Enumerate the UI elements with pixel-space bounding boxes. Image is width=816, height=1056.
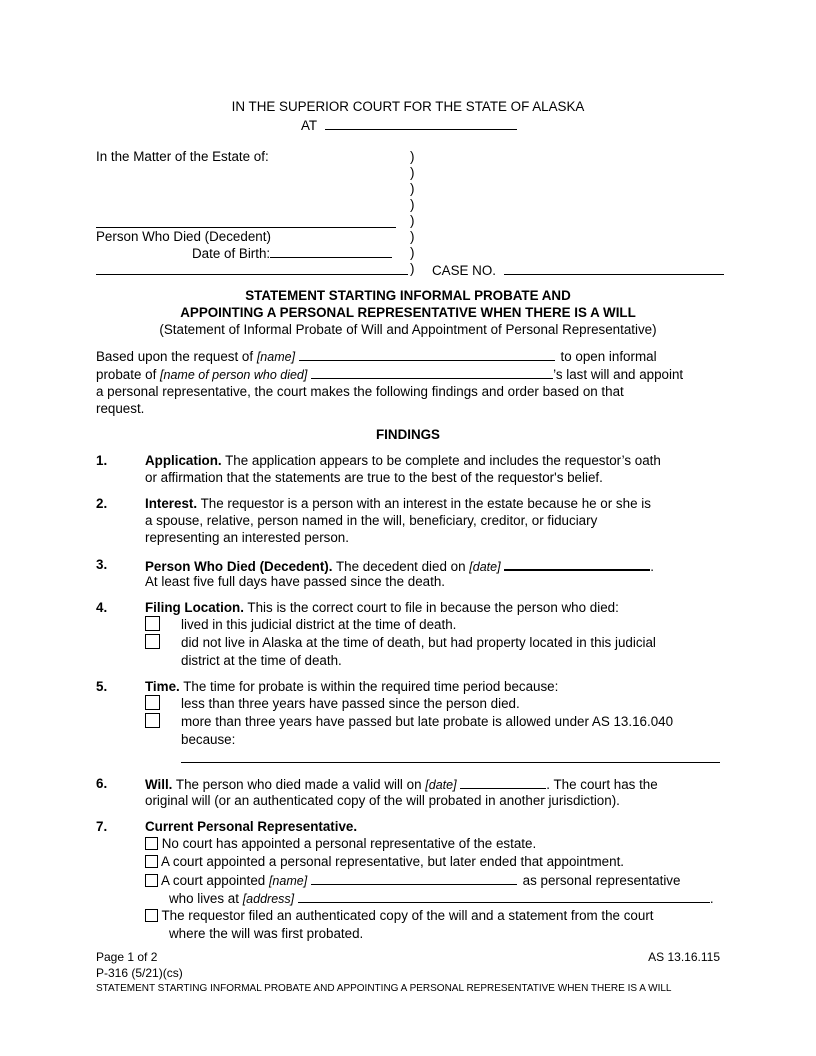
- name-hint: [name]: [268, 874, 308, 888]
- interest-text: The requestor is a person with an interest in the estate because he or she is: [200, 496, 651, 511]
- decedent-title: Person Who Died (Decedent).: [145, 559, 333, 574]
- date-hint: [date]: [469, 560, 501, 574]
- filing-location-title: Filing Location.: [145, 600, 244, 615]
- authenticated-will-checkbox[interactable]: [145, 909, 158, 922]
- application-text: The application appears to be complete and includes the requestor’s oath: [225, 453, 661, 468]
- appointed-pr-name-field[interactable]: [311, 871, 517, 885]
- late-probate-label: more than three years have passed but late probate is allowed under AS 13.16.040: [181, 714, 674, 729]
- date-of-birth-label: Date of Birth:: [192, 246, 271, 261]
- date-of-birth-field[interactable]: [270, 244, 392, 258]
- caption-paren: ): [410, 229, 415, 244]
- caption-paren: ): [410, 213, 415, 228]
- item-number: 4.: [96, 600, 108, 615]
- application-line1: [145, 452, 661, 469]
- caption-paren: ): [410, 245, 415, 260]
- no-pr-row: [145, 835, 536, 852]
- intro-text: Based upon the request of: [96, 349, 254, 364]
- caption-paren: ): [410, 181, 415, 196]
- under-three-years-checkbox[interactable]: [145, 695, 160, 710]
- no-pr-checkbox[interactable]: [145, 837, 158, 850]
- ended-pr-label: A court appointed a personal representative, but later ended that appointment.: [160, 854, 625, 869]
- court-location: [301, 116, 517, 134]
- person-who-died-label: Person Who Died (Decedent): [96, 229, 271, 244]
- appointed-pr-address-row: [169, 889, 714, 908]
- caption-paren: ): [410, 197, 415, 212]
- statute-reference: AS 13.16.115: [648, 950, 720, 964]
- date-hint: [date]: [425, 778, 457, 792]
- date-of-death-field[interactable]: [504, 556, 650, 571]
- intro-line1: [96, 347, 657, 366]
- case-number-field[interactable]: [504, 261, 724, 275]
- form-title-line1: STATEMENT STARTING INFORMAL PROBATE AND: [245, 288, 571, 303]
- will-text: The person who died made a valid will on: [175, 777, 422, 792]
- late-probate-reason-field[interactable]: [181, 762, 720, 763]
- late-probate-checkbox[interactable]: [145, 713, 160, 728]
- intro-line4: request.: [96, 401, 145, 416]
- item-number: 7.: [96, 819, 108, 834]
- will-text: . The court has the: [546, 777, 658, 792]
- decedent-name-intro-field[interactable]: [311, 365, 553, 379]
- decedent-hint: [name of person who died]: [160, 368, 308, 382]
- authenticated-will-row: [145, 907, 654, 924]
- interest-line2: a spouse, relative, person named in the will, beneficiary, creditor, or fiduciary: [145, 513, 598, 528]
- filing-location-line: [145, 599, 619, 616]
- findings-heading: FINDINGS: [376, 427, 440, 442]
- address-hint: [address]: [242, 892, 295, 906]
- late-probate-label: because:: [181, 732, 236, 747]
- intro-text: probate of: [96, 367, 157, 382]
- ended-pr-checkbox[interactable]: [145, 855, 158, 868]
- current-pr-title: Current Personal Representative.: [145, 819, 358, 834]
- period: .: [650, 559, 655, 574]
- court-heading: IN THE SUPERIOR COURT FOR THE STATE OF ALASKA: [231, 99, 585, 114]
- item-number: 3.: [96, 557, 108, 572]
- appointed-pr-label: as personal representative: [522, 873, 681, 888]
- intro-text: to open informal: [560, 349, 657, 364]
- period: .: [709, 891, 714, 906]
- appointed-pr-checkbox[interactable]: [145, 874, 158, 887]
- footer-form-title: STATEMENT STARTING INFORMAL PROBATE AND APPOINTING A PERSONAL REPRESENTATIVE WHEN THERE IS A WILL: [96, 983, 672, 994]
- authenticated-will-label: The requestor filed an authenticated copy of the will and a statement from the court: [161, 908, 654, 923]
- appointed-pr-address-field[interactable]: [298, 889, 710, 903]
- interest-line3: representing an interested person.: [145, 530, 349, 545]
- lived-in-district-label: lived in this judicial district at the time of death.: [181, 617, 457, 632]
- item-number: 1.: [96, 453, 108, 468]
- under-three-years-label: less than three years have passed since the person died.: [181, 696, 520, 711]
- ended-pr-row: [145, 853, 624, 870]
- item-number: 5.: [96, 679, 108, 694]
- interest-line1: [145, 495, 651, 512]
- court-location-field[interactable]: [325, 116, 517, 130]
- item-number: 2.: [96, 496, 108, 511]
- will-line2: original will (or an authenticated copy of the will probated in another jurisdiction).: [145, 793, 620, 808]
- estate-matter-label: In the Matter of the Estate of:: [96, 149, 269, 164]
- name-hint: [name]: [256, 350, 296, 364]
- requestor-name-field[interactable]: [299, 347, 555, 361]
- no-pr-label: No court has appointed a personal representative of the estate.: [161, 836, 537, 851]
- time-title: Time.: [145, 679, 180, 694]
- lived-in-district-checkbox[interactable]: [145, 616, 160, 631]
- caption-paren: ): [410, 261, 415, 276]
- will-date-field[interactable]: [460, 775, 546, 789]
- will-title: Will.: [145, 777, 173, 792]
- filing-location-text: This is the correct court to file in because the person who died:: [247, 600, 619, 615]
- property-in-district-label: district at the time of death.: [181, 653, 342, 668]
- caption-paren: ): [410, 165, 415, 180]
- decedent-death-line2: At least five full days have passed since the death.: [145, 574, 445, 589]
- time-line: [145, 678, 558, 695]
- date-of-birth-row: [192, 244, 392, 262]
- authenticated-will-label: where the will was first probated.: [169, 926, 364, 941]
- property-in-district-label: did not live in Alaska at the time of death, but had property located in this judicial: [181, 635, 656, 650]
- interest-title: Interest.: [145, 496, 198, 511]
- application-title: Application.: [145, 453, 222, 468]
- case-number-label: CASE NO.: [432, 263, 496, 278]
- decedent-text: The decedent died on: [335, 559, 466, 574]
- intro-line3: a personal representative, the court makes the following findings and order based on that: [96, 384, 624, 399]
- caption-bottom-line: [96, 274, 408, 275]
- intro-text: ’s last will and appoint: [553, 367, 684, 382]
- appointed-pr-address-label: who lives at: [169, 891, 239, 906]
- appointed-pr-row: [145, 871, 680, 890]
- application-line2: or affirmation that the statements are true to the best of the requestor's belief.: [145, 470, 603, 485]
- intro-line2: [96, 365, 683, 384]
- item-number: 6.: [96, 776, 108, 791]
- form-subtitle: (Statement of Informal Probate of Will and Appointment of Personal Representative): [159, 322, 657, 337]
- appointed-pr-label: A court appointed: [160, 873, 266, 888]
- case-number-row: [432, 261, 724, 279]
- form-number: P-316 (5/21)(cs): [96, 966, 183, 980]
- time-text: The time for probate is within the required time period because:: [183, 679, 559, 694]
- page-number: Page 1 of 2: [96, 950, 158, 964]
- at-label: AT: [301, 118, 317, 133]
- property-in-district-checkbox[interactable]: [145, 634, 160, 649]
- caption-paren: ): [410, 149, 415, 164]
- form-title-line2: APPOINTING A PERSONAL REPRESENTATIVE WHEN THERE IS A WILL: [180, 305, 636, 320]
